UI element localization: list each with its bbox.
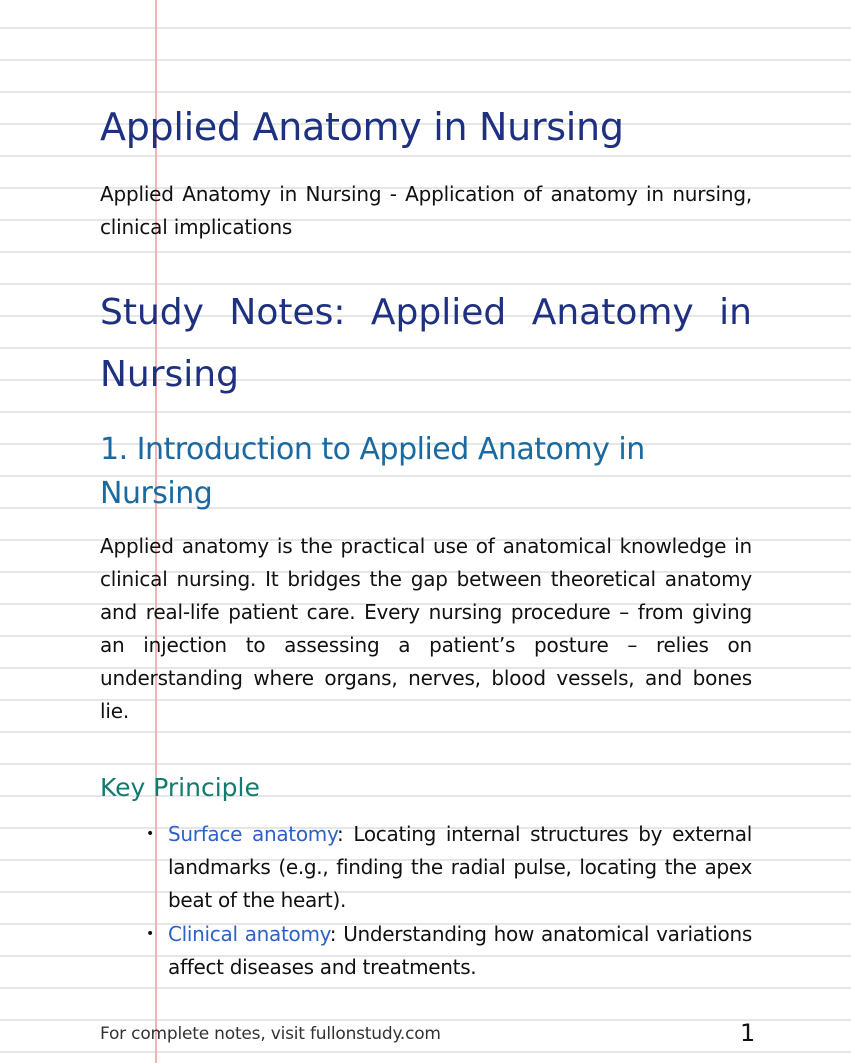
document-subtitle: Applied Anatomy in Nursing - Application of anatomy in nursing, clinical implications <box>100 182 752 239</box>
page-content <box>100 100 752 985</box>
page-number: 1 <box>740 1019 756 1047</box>
term-surface-anatomy: Surface anatomy <box>168 822 338 846</box>
list-item <box>146 818 752 917</box>
footer-text: For complete notes, visit fullonstudy.com <box>100 1024 441 1044</box>
bullet-icon: • <box>146 826 154 842</box>
intro-paragraph: Applied anatomy is the practical use of anatomical knowledge in clinical nursing. It bridges the gap between theoretical anatomy and real-life patient care. Every nursing procedure – from giving an injection to assessing a patient’s posture – relies on understanding where organs, nerves, blood vessels, and bones lie. <box>100 534 752 723</box>
term-clinical-anatomy: Clinical anatomy <box>168 922 330 946</box>
bullet-icon: • <box>146 926 154 942</box>
definition-text: : Understanding how anatomical variations affect diseases and treatments. <box>168 922 752 979</box>
subsection-heading: 1. Introduction to Applied Anatomy in Nursing <box>100 432 645 511</box>
key-principle-list <box>100 818 752 984</box>
key-principle-heading: Key Principle <box>100 773 260 802</box>
list-item <box>146 918 752 984</box>
definition-text: : Locating internal structures by external landmarks (e.g., finding the radial pulse, locating the apex beat of the heart). <box>168 822 752 912</box>
section-heading: Study Notes: Applied Anatomy in Nursing <box>100 292 752 395</box>
document-title: Applied Anatomy in Nursing <box>100 105 624 149</box>
